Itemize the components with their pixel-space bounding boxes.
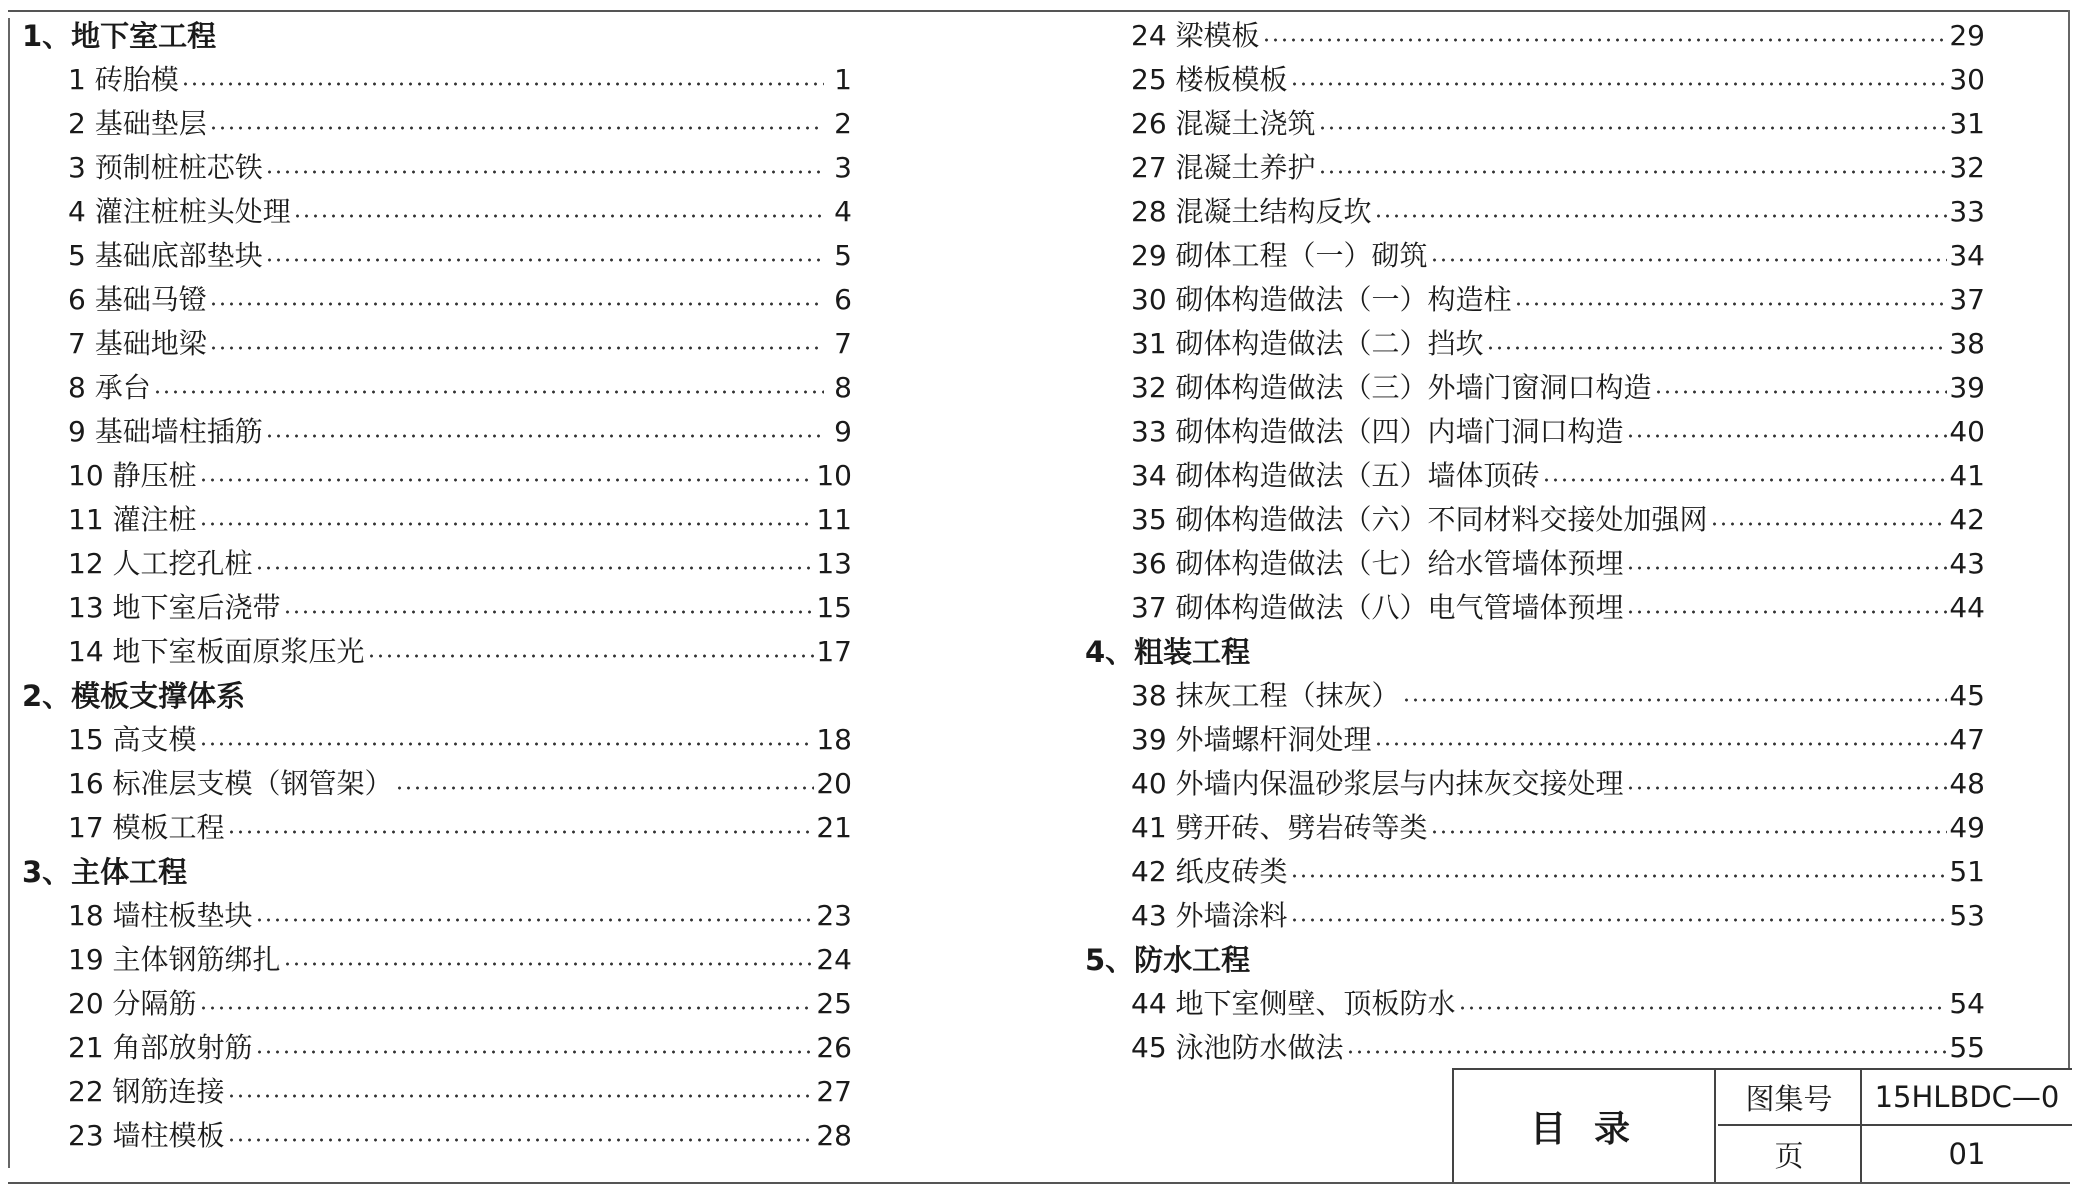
toc-entry-label: 38 抹灰工程（抹灰） [1131,679,1400,712]
toc-entry-label: 2 基础垫层 [68,107,207,140]
dot-leader [1430,238,1948,282]
toc-entry[interactable] [1085,410,1985,454]
toc-entry-page: 43 [1949,547,1985,580]
dot-leader [1542,458,1948,502]
dot-leader [1710,502,1948,546]
toc-entry-page: 33 [1949,195,1985,228]
toc-entry[interactable] [1085,190,1985,234]
dot-leader [209,282,824,326]
toc-entry-label: 42 纸皮砖类 [1131,855,1288,888]
toc-entry-label: 14 地下室板面原浆压光 [68,635,365,668]
toc-entry-label: 12 人工挖孔桩 [68,547,253,580]
toc-entry[interactable] [22,894,852,938]
dot-leader [1626,546,1948,590]
dot-leader [1458,986,1948,1030]
toc-entry-label: 9 基础墙柱插筋 [68,415,263,448]
toc-entry-label: 7 基础地梁 [68,327,207,360]
dot-leader [283,942,815,986]
toc-entry-page: 34 [1949,239,1985,272]
dot-leader [1626,414,1948,458]
dot-leader [1514,282,1948,326]
dot-leader [395,766,815,810]
dot-leader [1374,194,1948,238]
toc-entry[interactable] [22,322,852,366]
toc-entry[interactable] [1085,542,1985,586]
toc-entry-page: 18 [816,723,852,756]
toc-entry[interactable] [1085,1026,1985,1070]
toc-entry[interactable] [1085,278,1985,322]
toc-entry[interactable] [1085,982,1985,1026]
dot-leader [265,414,824,458]
toc-entry-label: 6 基础马镫 [68,283,207,316]
dot-leader [1486,326,1948,370]
toc-entry-page: 9 [834,415,852,448]
toc-entry[interactable] [22,234,852,278]
toc-entry-label: 34 砌体构造做法（五）墙体顶砖 [1131,459,1540,492]
toc-entry-page: 8 [834,371,852,404]
page-value: 01 [1948,1137,1986,1171]
title-block-title: 目录 [1454,1070,1716,1182]
toc-entry[interactable] [1085,146,1985,190]
toc-entry[interactable] [1085,102,1985,146]
toc-entry-label: 16 标准层支模（钢管架） [68,767,393,800]
toc-entry[interactable] [22,102,852,146]
toc-entry-label: 20 分隔筋 [68,987,197,1020]
dot-leader [283,590,815,634]
toc-entry-page: 2 [834,107,852,140]
dot-leader [209,106,824,150]
toc-entry[interactable] [22,454,852,498]
dot-leader [1430,810,1948,854]
toc-entry-label: 8 承台 [68,371,151,404]
toc-entry[interactable] [22,1114,852,1158]
toc-entry-page: 25 [816,987,852,1020]
dot-leader [1262,18,1948,62]
toc-entry-label: 11 灌注桩 [68,503,197,536]
toc-entry-page: 20 [816,767,852,800]
toc-entry[interactable] [22,630,852,674]
title-block [1452,1068,2072,1182]
toc-entry-page: 27 [816,1075,852,1108]
toc-entry-label: 13 地下室后浇带 [68,591,281,624]
toc-entry-page: 13 [816,547,852,580]
toc-left-column [22,14,852,1158]
toc-entry-label: 31 砌体构造做法（二）挡坎 [1131,327,1484,360]
frame-left-border [8,18,10,1168]
page-label: 页 [1718,1126,1862,1182]
dot-leader [265,238,824,282]
toc-entry[interactable] [1085,762,1985,806]
toc-entry-page: 6 [834,283,852,316]
toc-entry-label: 39 外墙螺杆洞处理 [1131,723,1372,756]
toc-entry[interactable] [22,982,852,1026]
toc-entry-label: 18 墙柱板垫块 [68,899,253,932]
toc-entry-page: 17 [816,635,852,668]
dot-leader [255,898,815,942]
toc-entry[interactable] [1085,850,1985,894]
toc-entry-label: 21 角部放射筋 [68,1031,253,1064]
toc-entry-page: 1 [834,63,852,96]
toc-entry[interactable] [22,938,852,982]
toc-entry-page: 37 [1949,283,1985,316]
toc-entry-page: 29 [1949,19,1985,52]
dot-leader [227,810,815,854]
dot-leader [153,370,824,414]
dot-leader [255,546,815,590]
toc-entry[interactable] [22,806,852,850]
toc-entry-label: 35 砌体构造做法（六）不同材料交接处加强网 [1131,503,1708,536]
section-heading: 3、主体工程 [22,855,188,889]
toc-entry-label: 37 砌体构造做法（八）电气管墙体预埋 [1131,591,1624,624]
dot-leader [1402,678,1948,722]
toc-entry[interactable] [1085,14,1985,58]
toc-entry[interactable] [22,498,852,542]
toc-entry[interactable] [1085,674,1985,718]
toc-entry-label: 23 墙柱模板 [68,1119,225,1152]
toc-entry-page: 32 [1949,151,1985,184]
toc-entry-label: 5 基础底部垫块 [68,239,263,272]
toc-entry-page: 41 [1949,459,1985,492]
toc-entry-label: 41 劈开砖、劈岩砖等类 [1131,811,1428,844]
toc-entry-page: 24 [816,943,852,976]
dot-leader [1290,898,1948,942]
toc-right-column [1085,14,1985,1070]
toc-entry-page: 21 [816,811,852,844]
toc-entry-page: 23 [816,899,852,932]
toc-entry-page: 39 [1949,371,1985,404]
toc-entry-page: 10 [816,459,852,492]
toc-entry-label: 32 砌体构造做法（三）外墙门窗洞口构造 [1131,371,1652,404]
dot-leader [367,634,815,678]
toc-entry-page: 53 [1949,899,1985,932]
toc-entry-page: 26 [816,1031,852,1064]
dot-leader [1290,854,1948,898]
toc-entry[interactable] [22,58,852,102]
dot-leader [1654,370,1948,414]
toc-entry-page: 15 [816,591,852,624]
frame-right-border [2068,10,2070,1070]
toc-entry[interactable] [1085,806,1985,850]
section-heading: 4、粗装工程 [1085,635,1251,669]
toc-entry-page: 31 [1949,107,1985,140]
dot-leader [227,1074,815,1118]
dot-leader [1626,590,1948,634]
toc-entry[interactable] [22,718,852,762]
toc-entry-label: 33 砌体构造做法（四）内墙门洞口构造 [1131,415,1624,448]
toc-entry-page: 48 [1949,767,1985,800]
section-heading: 2、模板支撑体系 [22,679,246,713]
toc-entry-label: 24 梁模板 [1131,19,1260,52]
toc-entry[interactable] [22,762,852,806]
toc-entry-label: 27 混凝土养护 [1131,151,1316,184]
dot-leader [181,62,824,106]
toc-entry-page: 30 [1949,63,1985,96]
toc-entry-page: 4 [834,195,852,228]
toc-entry-page: 40 [1949,415,1985,448]
dot-leader [1318,106,1948,150]
dot-leader [1290,62,1948,106]
toc-entry-page: 54 [1949,987,1985,1020]
dot-leader [209,326,824,370]
toc-entry-page: 7 [834,327,852,360]
toc-entry-label: 26 混凝土浇筑 [1131,107,1316,140]
section-heading: 1、地下室工程 [22,19,217,53]
toc-entry-page: 45 [1949,679,1985,712]
toc-entry[interactable] [22,366,852,410]
toc-entry-label: 17 模板工程 [68,811,225,844]
dot-leader [1626,766,1948,810]
toc-entry[interactable] [22,1026,852,1070]
dot-leader [227,1118,815,1162]
toc-entry-label: 43 外墙涂料 [1131,899,1288,932]
toc-entry[interactable] [22,146,852,190]
toc-entry-page: 49 [1949,811,1985,844]
toc-entry-page: 55 [1949,1031,1985,1064]
toc-entry[interactable] [1085,718,1985,762]
toc-entry-label: 10 静压桩 [68,459,197,492]
toc-entry-page: 44 [1949,591,1985,624]
toc-entry-page: 38 [1949,327,1985,360]
toc-entry-label: 44 地下室侧壁、顶板防水 [1131,987,1456,1020]
toc-entry[interactable] [1085,498,1985,542]
toc-entry-page: 51 [1949,855,1985,888]
dot-leader [199,502,815,546]
toc-entry[interactable] [22,278,852,322]
toc-entry-label: 3 预制桩桩芯铁 [68,151,263,184]
toc-entry[interactable] [22,1070,852,1114]
toc-entry[interactable] [1085,58,1985,102]
toc-entry[interactable] [1085,586,1985,630]
toc-entry[interactable] [1085,454,1985,498]
toc-entry[interactable] [1085,894,1985,938]
dot-leader [255,1030,815,1074]
toc-entry[interactable] [22,410,852,454]
dot-leader [199,722,815,766]
toc-entry-label: 45 泳池防水做法 [1131,1031,1344,1064]
dot-leader [199,986,815,1030]
toc-entry-label: 30 砌体构造做法（一）构造柱 [1131,283,1512,316]
toc-entry-label: 22 钢筋连接 [68,1075,225,1108]
dot-leader [1374,722,1948,766]
toc-entry-label: 29 砌体工程（一）砌筑 [1131,239,1428,272]
toc-entry-label: 36 砌体构造做法（七）给水管墙体预埋 [1131,547,1624,580]
toc-entry-label: 4 灌注桩桩头处理 [68,195,291,228]
dot-leader [293,194,824,238]
toc-entry[interactable] [22,586,852,630]
toc-entry-label: 28 混凝土结构反坎 [1131,195,1372,228]
toc-entry-page: 3 [834,151,852,184]
dot-leader [199,458,815,502]
toc-entry-page: 47 [1949,723,1985,756]
toc-entry-label: 40 外墙内保温砂浆层与内抹灰交接处理 [1131,767,1624,800]
toc-entry-label: 1 砖胎模 [68,63,179,96]
toc-entry-page: 42 [1949,503,1985,536]
toc-entry-label: 19 主体钢筋绑扎 [68,943,281,976]
atlas-number-label: 图集号 [1718,1070,1862,1126]
toc-entry[interactable] [1085,234,1985,278]
dot-leader [265,150,824,194]
toc-entry[interactable] [22,542,852,586]
toc-entry-page: 11 [816,503,852,536]
toc-entry[interactable] [22,190,852,234]
dot-leader [1318,150,1948,194]
toc-entry-page: 5 [834,239,852,272]
toc-entry[interactable] [1085,322,1985,366]
atlas-number-value: 15HLBDC—0 [1862,1070,2072,1126]
toc-entry-page: 28 [816,1119,852,1152]
toc-entry-label: 15 高支模 [68,723,197,756]
toc-entry[interactable] [1085,366,1985,410]
toc-entry-label: 25 楼板模板 [1131,63,1288,96]
section-heading: 5、防水工程 [1085,943,1251,977]
